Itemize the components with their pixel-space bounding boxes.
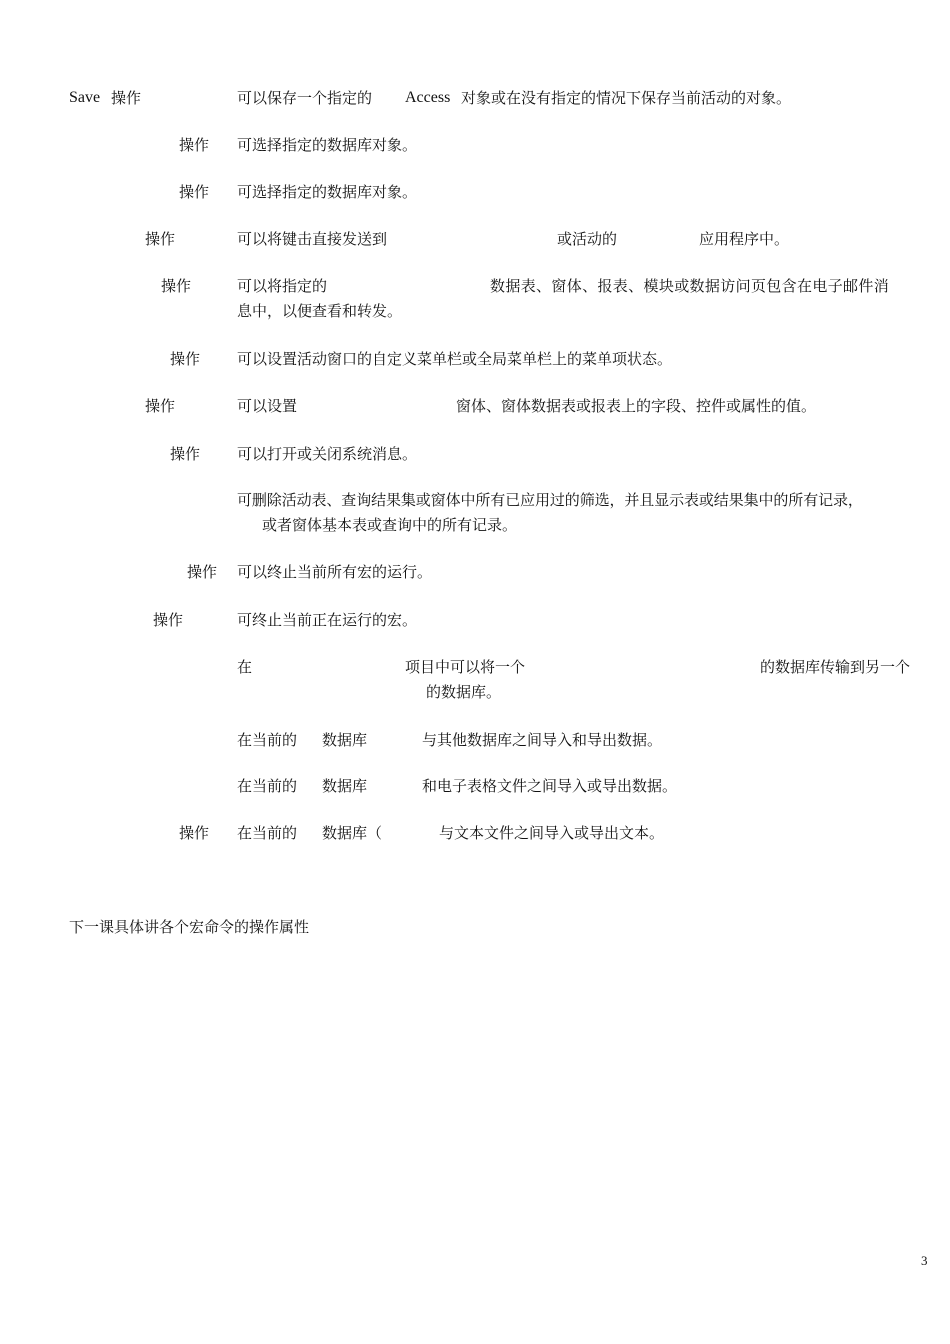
save-desc-access: Access: [405, 89, 451, 106]
select1-desc: 可选择指定的数据库对象。: [237, 136, 418, 154]
transferdb-part2: 数据库: [322, 731, 368, 749]
transfertext-op-label: 操作: [179, 824, 210, 842]
sendobject-desc-part1: 可以将指定的: [237, 277, 328, 295]
transferdb-part3: 与其他数据库之间导入和导出数据。: [422, 731, 663, 749]
setwarnings-desc: 可以打开或关闭系统消息。: [237, 445, 418, 463]
page-number: 3: [921, 1253, 928, 1268]
transfertext-part2: 数据库（: [322, 824, 383, 842]
showall-desc-line1: 可删除活动表、查询结果集或窗体中所有已应用过的筛选，并且显示表或结果集中的所有记录，: [237, 491, 863, 509]
setmenu-desc: 可以设置活动窗口的自定义菜单栏或全局菜单栏上的菜单项状态。: [237, 350, 673, 368]
setvalue-op-label: 操作: [145, 397, 176, 415]
stopall-desc: 可以终止当前所有宏的运行。: [237, 563, 433, 581]
transferdb-proj-part2: 项目中可以将一个: [405, 658, 526, 676]
setwarnings-op-label: 操作: [170, 445, 201, 463]
sendobject-desc-part3: 息中，以便查看和转发。: [237, 302, 403, 320]
sendkeys-desc-part2: 或活动的: [557, 230, 618, 248]
sendkeys-op-label: 操作: [145, 230, 176, 248]
save-op-label: 操作: [111, 89, 142, 107]
sendkeys-desc-part1: 可以将键击直接发送到: [237, 230, 388, 248]
transferdb-proj-part3: 的数据库传输到另一个: [760, 658, 911, 676]
transferdb-proj-part4: 的数据库。: [426, 683, 502, 701]
setmenu-op-label: 操作: [170, 350, 201, 368]
showall-desc-line2: 或者窗体基本表或查询中的所有记录。: [262, 516, 518, 534]
save-desc-part2: 对象或在没有指定的情况下保存当前活动的对象。: [461, 89, 792, 107]
select2-op-label: 操作: [179, 183, 210, 201]
stopall-op-label: 操作: [187, 563, 218, 581]
select1-op-label: 操作: [179, 136, 210, 154]
save-desc-part1: 可以保存一个指定的: [237, 89, 373, 107]
transferss-part3: 和电子表格文件之间导入或导出数据。: [422, 777, 678, 795]
transferss-part1: 在当前的: [237, 777, 298, 795]
transferdb-part1: 在当前的: [237, 731, 298, 749]
sendobject-desc-part2: 数据表、窗体、报表、模块或数据访问页包含在电子邮件消: [490, 277, 890, 295]
transfertext-part3: 与文本文件之间导入或导出文本。: [439, 824, 665, 842]
stopmacro-desc: 可终止当前正在运行的宏。: [237, 611, 418, 629]
transferdb-proj-part1: 在: [237, 658, 253, 676]
select2-desc: 可选择指定的数据库对象。: [237, 183, 418, 201]
transferss-part2: 数据库: [322, 777, 368, 795]
setvalue-desc-part2: 窗体、窗体数据表或报表上的字段、控件或属性的值。: [456, 397, 817, 415]
next-lesson-note: 下一课具体讲各个宏命令的操作属性: [69, 918, 310, 936]
setvalue-desc-part1: 可以设置: [237, 397, 298, 415]
sendobject-op-label: 操作: [161, 277, 192, 295]
save-action-name: Save: [69, 89, 101, 106]
sendkeys-desc-part3: 应用程序中。: [699, 230, 790, 248]
transfertext-part1: 在当前的: [237, 824, 298, 842]
stopmacro-op-label: 操作: [153, 611, 184, 629]
